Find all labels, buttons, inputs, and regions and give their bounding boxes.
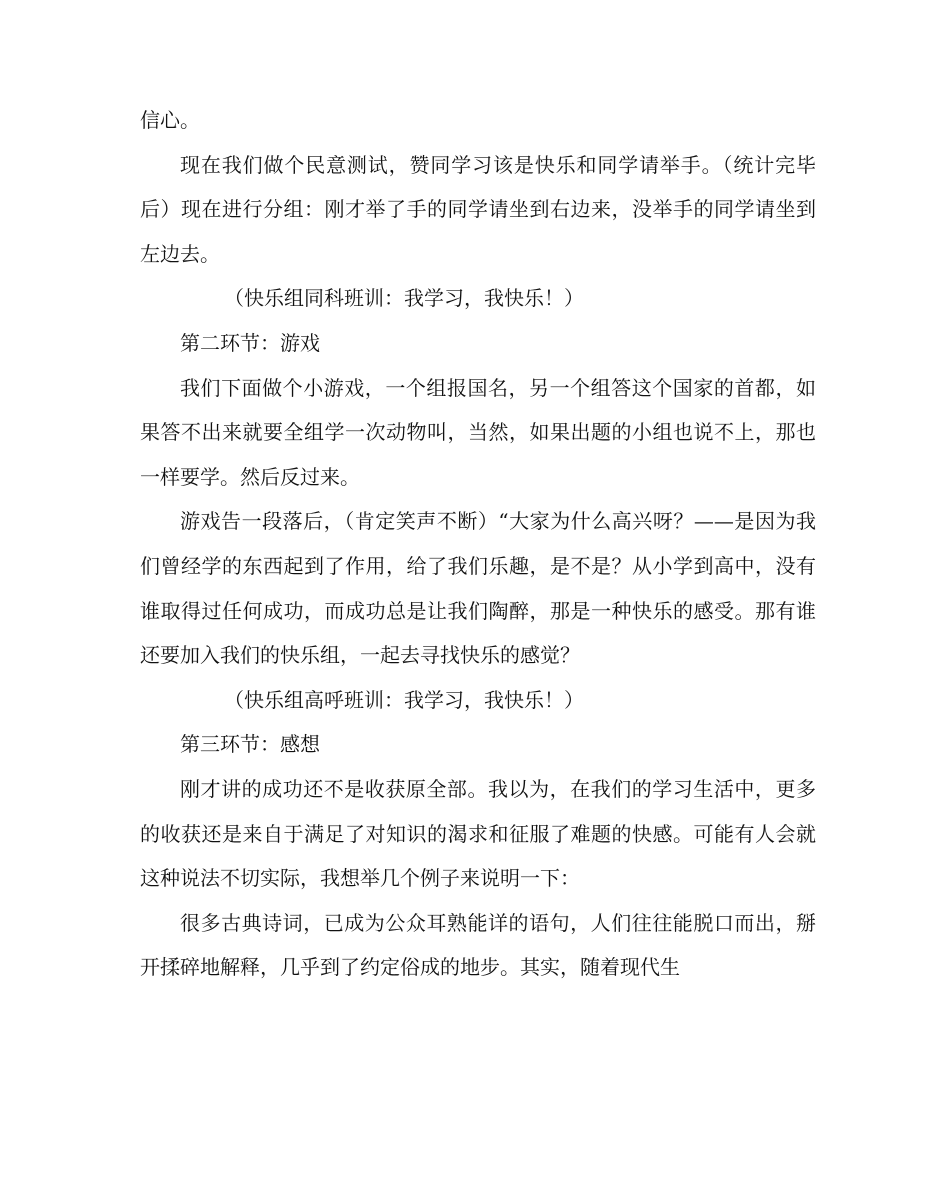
- paragraph-game-rules: 我们下面做个小游戏，一个组报国名，另一个组答这个国家的首都，如果答不出来就要全组学一次动物叫，当然，如果出题的小组也说不上，那也一样要学。然后反过来。: [140, 375, 816, 489]
- paragraph-after-game: 游戏告一段落后，（肯定笑声不断）“大家为什么高兴呀？——是因为我们曾经学的东西起到了作用，给了我们乐趣，是不是？从小学到高中，没有谁取得过任何成功，而成功总是让我们陶醉，那是一种快乐的感受。那有谁还要加入我们的快乐组，一起去寻找快乐的感觉？: [140, 509, 816, 668]
- paragraph-poetry: 很多古典诗词，已成为公众耳熟能详的语句，人们往往能脱口而出，掰开揉碎地解释，几乎到了约定俗成的地步。其实，随着现代生: [140, 910, 816, 980]
- document-body: [140, 98, 816, 990]
- paragraph-reflection: 刚才讲的成功还不是收获原全部。我以为，在我们的学习生活中，更多的收获还是来自于满足了对知识的渴求和征服了难题的快感。可能有人会就这种说法不切实际，我想举几个例子来说明一下：: [140, 776, 816, 891]
- section-heading-reflection: 第三环节：感想: [180, 732, 320, 757]
- paragraph-class-motto-1: （快乐组同科班训：我学习，我快乐！）: [224, 286, 584, 311]
- paragraph-continuation: 信心。: [140, 108, 200, 132]
- paragraph-class-motto-2: （快乐组高呼班训：我学习，我快乐！）: [224, 687, 584, 712]
- paragraph-poll: 现在我们做个民意测试，赞同学习该是快乐和同学请举手。（统计完毕后）现在进行分组：刚才举了手的同学请坐到右边来，没举手的同学请坐到左边去。: [140, 152, 816, 266]
- section-heading-game: 第二环节：游戏: [180, 330, 320, 355]
